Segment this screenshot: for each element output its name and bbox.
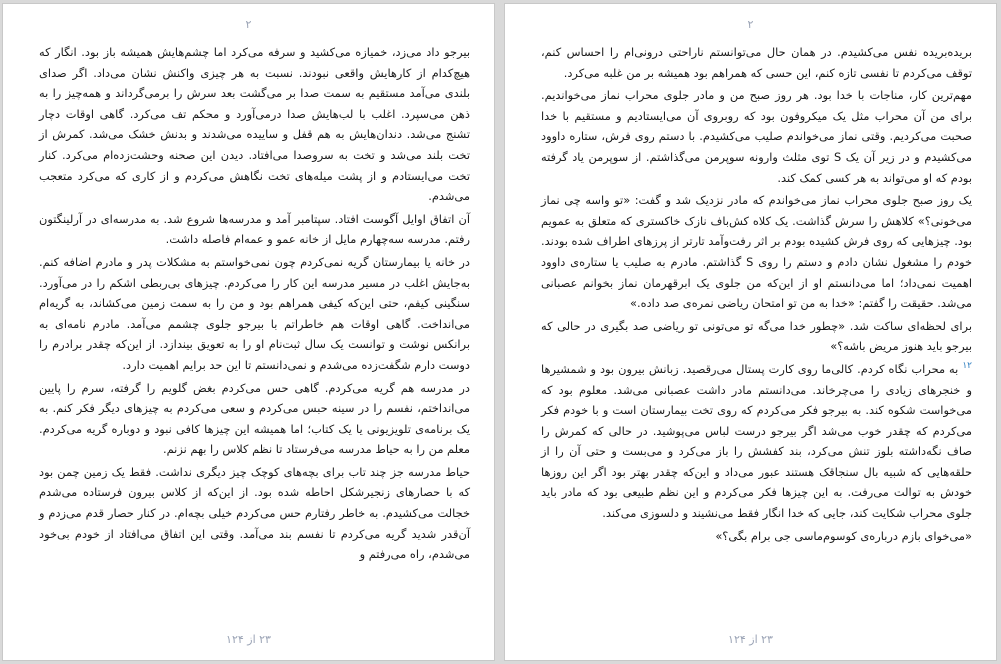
paragraph: در مدرسه هم گریه می‌کردم. گاهی حس می‌کردم بغض گلویم را گرفته، سرم را پایین می‌انداختم، نفسم را در سینه حبس می‌کردم و سعی می‌کردم به چیزهای دیگر فکر کنم. به یک برنامه‌ی تلویزیونی یا یک کتاب؛ اما همیشه این چیزها کافی نبود و دوباره گریه می‌کردم. معلم من را به حیاط مدرسه می‌فرستاد تا نظم کلاس را بهم نزنم. — [39, 380, 470, 457]
page-number: ۲ — [747, 18, 754, 31]
page-body — [39, 42, 470, 565]
footnote-marker[interactable]: ۱۲ — [962, 361, 972, 372]
page-footer: ۲۳ از ۱۲۴ — [226, 633, 271, 646]
right-page — [504, 3, 997, 661]
paragraph: یک روز صبح جلوی محراب نماز می‌خواندم که مادر نزدیک شد و گفت: «تو واسه چی نماز می‌خونی؟» کلاهش را سرش گذاشت. یک کلاه کش‌باف نازک خاکستری که متعلق به عمویم بود. چیزهایی که روی فرش کشیده بودم بر اثر رفت‌وآمد تارتر از پرزهای اطراف شده بودند. خودم را مشغول نشان دادم و دستم را روی S گذاشتم. مادرم به صلیب یا ستاره‌ی داوود اهمیت نمی‌داد؛ اما می‌دانستم او از این‌که من جلوی یک ابرقهرمان نماز بخوانم عصبانی می‌شد. حقیقت را گفتم: «خدا به من تو امتحان ریاضی نمره‌ی صد داده.» — [541, 193, 973, 311]
left-page — [2, 3, 495, 661]
page-number: ۲ — [245, 18, 252, 31]
paragraph: حیاط مدرسه جز چند تاب برای بچه‌های کوچک چیز دیگری نداشت. فقط یک زمین چمن بود که با حصارهای زنجیرشکل احاطه شده بود. از این‌که از کلاس بیرون فرستاده می‌شدم خجالت می‌کشیدم. به خاطر رفتارم حس می‌کردم خیلی بچه‌ام. در کنار حصار قدم می‌زدم و آن‌قدر شدید گریه می‌کردم تا نفسم بند می‌آمد. وقتی این اتفاق می‌افتاد از خودم بی‌خود می‌شدم، راه می‌رفتم و — [39, 464, 470, 562]
paragraph: برای لحظه‌ای ساکت شد. «چطور خدا می‌گه تو می‌تونی تو ریاضی صد بگیری در حالی که بیرجو باید هنوز مریض باشه؟» — [541, 318, 972, 354]
paragraph: بیرجو داد می‌زد، خمیازه می‌کشید و سرفه می‌کرد اما چشم‌هایش همیشه باز بود. انگار که هیچ‌کدام از کارهایش واقعی نبودند. نسبت به هر چیزی واکنش نشان می‌داد. اگر صدای بلندی می‌آمد مستقیم به سمت صدا بر می‌گشت بعد سرش را برمی‌گرداند و همه‌چیز را به ذهن می‌سپرد. اغلب با لب‌هایش صدا درمی‌آورد و محکم تف می‌کرد. گاهی اوقات دچار تشنج می‌شد. دندان‌هایش به هم قفل و ساییده می‌شدند و بدنش خشک می‌شد. کمرش از تخت بلند می‌شد و تخت به سروصدا می‌افتاد. دیدن این صحنه وحشت‌زده‌ام می‌کرد. کنار تخت می‌ایستادم و از پشت میله‌های تخت نگاهش می‌کردم و از کاری که می‌کرد متعجب می‌شدم. — [39, 45, 470, 204]
paragraph — [541, 359, 972, 524]
paragraph: مهم‌ترین کار، مناجات با خدا بود. هر روز صبح من و مادر جلوی محراب نماز می‌خواندیم. برای من آن محراب مثل یک میکروفون بود که روبروی آن می‌ایستادیم و مستقیم با خدا صحبت می‌کردیم. وقتی نماز می‌خواندم صلیب می‌کشیدم. با دستم روی فرش، ستاره داوود می‌کشیدم و در زیر آن یک S توی مثلث وارونه سوپرمن می‌گذاشتم. از سوپرمن یاد گرفته بودم که او می‌تواند به هر کسی کمک کند. — [541, 88, 972, 185]
paragraph: آن اتفاق اوایل آگوست افتاد. سپتامبر آمد و مدرسه‌ها شروع شد. به مدرسه‌ای در آرلینگتون رفتم. مدرسه سه‌چهارم مایل از خانه عمو و عمه‌ام فاصله داشت. — [39, 211, 470, 247]
page-body — [541, 42, 972, 546]
paragraph-text: به محراب نگاه کردم. کالی‌ما روی کارت پستال می‌رقصید. زبانش بیرون بود و شمشیرها و خنجرهای زیادی را می‌چرخاند. می‌دانستم مادر داشت عصبانی می‌شد. معلوم بود که می‌خواست شکوه کند. به بیرجو فکر می‌کردم که روی تخت بیمارستان است و با خودم فکر می‌کردم که چقدر خوب می‌شد اگر بیرجو درست لباس می‌پوشید. در حالی که کمرش را صاف نگه‌داشته بلوز تنش می‌کرد، بند کفشش را باز می‌کرد و می‌بست و حتی آن را از حلقه‌هایی که شبیه بال سنجاقک هستند عبور می‌داد و این‌که چقدر بهتر بود اگر این روزها خودش به توالت می‌رفت. به این چیزها فکر می‌کردم و این نظم طبیعی بود که مادر باید جلوی محراب شکایت کند، جایی که خدا انگار فقط می‌نشیند و دلسوزی می‌کند. — [541, 361, 972, 521]
page-footer: ۲۳ از ۱۲۴ — [728, 633, 773, 646]
paragraph: بریده‌بریده نفس می‌کشیدم. در همان حال می‌توانستم ناراحتی درونی‌ام را احساس کنم، توقف می‌کردم تا نفسی تازه کنم، این حسی که همراهم بود همیشه بر من غلبه می‌کرد. — [541, 45, 972, 80]
paragraph: در خانه یا بیمارستان گریه نمی‌کردم چون نمی‌خواستم به مشکلات پدر و مادرم اضافه کنم. به‌جایش اغلب در مسیر مدرسه این کار را می‌کردم. چیزهای بی‌ربطی اشکم را در می‌آورد. سنگینی کیفم، حتی این‌که کیفی همراهم بود و من را به سمت زمین می‌کشاند، به گریه‌ام می‌انداخت. گاهی اوقات هم خاطراتم با بیرجو جلوی چشمم می‌آمد. مادرم نامه‌ای به برانکس نوشت و توانست یک سال ثبت‌نام او را به تعویق بیندازد. از این‌که چقدر برادرم را دوست دارم شگفت‌زده می‌شدم و نمی‌دانستم تا این حد برایم اهمیت دارد. — [39, 254, 470, 372]
paragraph: «می‌خوای بازم درباره‌ی کوسوم‌ماسی جی برام بگی؟» — [715, 528, 972, 543]
